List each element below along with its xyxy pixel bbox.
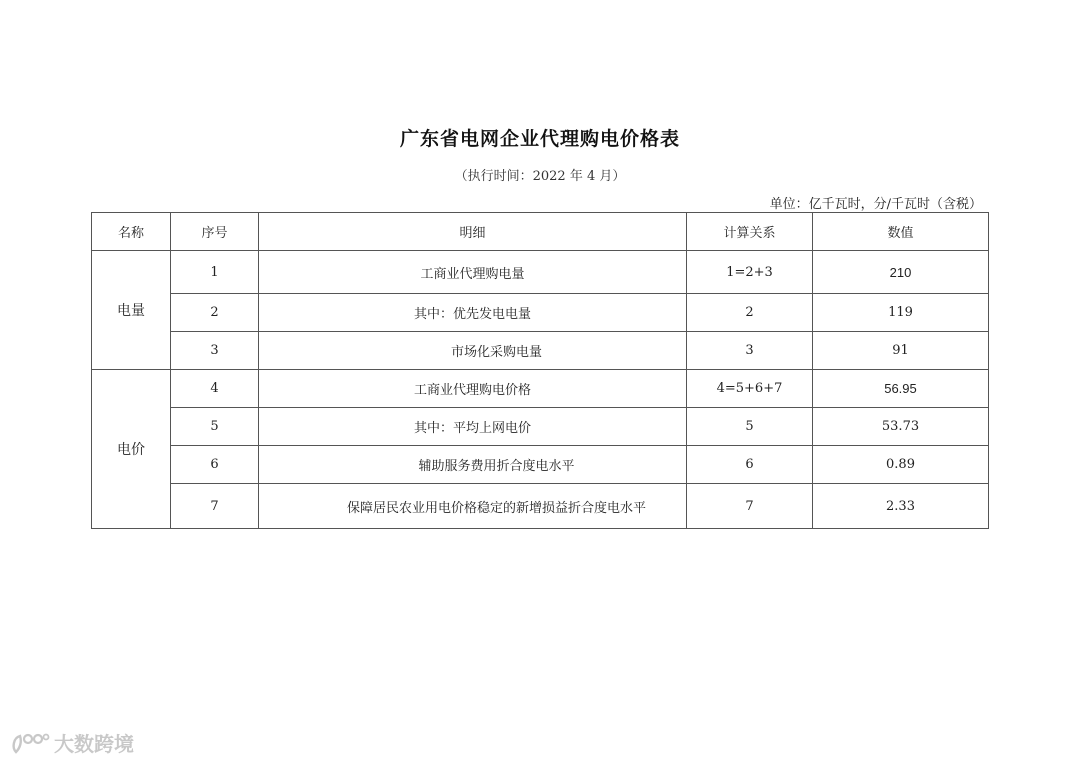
table-row	[92, 408, 989, 446]
execution-date: （执行时间：2022 年 4 月）	[454, 169, 626, 184]
unit-note: 单位：亿千瓦时，分/千瓦时（含税）	[769, 197, 982, 212]
group-electricity-volume: 电量	[92, 251, 171, 370]
row-formula: 2	[687, 294, 813, 332]
row-no: 1	[171, 251, 259, 294]
row-value: 2.33	[813, 484, 989, 529]
row-formula: 6	[687, 446, 813, 484]
row-detail: 工商业代理购电量	[259, 251, 687, 294]
row-formula: 1=2+3	[687, 251, 813, 294]
row-formula: 7	[687, 484, 813, 529]
table-row	[92, 484, 989, 529]
row-value: 56.95	[813, 370, 989, 408]
watermark	[10, 728, 134, 757]
row-value: 119	[813, 294, 989, 332]
row-no: 4	[171, 370, 259, 408]
row-value: 91	[813, 332, 989, 370]
row-detail: 工商业代理购电价格	[259, 370, 687, 408]
header-no: 序号	[171, 213, 259, 251]
row-formula: 4=5+6+7	[687, 370, 813, 408]
weibo-like-logo-icon	[10, 730, 50, 756]
table-row	[92, 370, 989, 408]
document-title: 广东省电网企业代理购电价格表	[399, 128, 680, 150]
table-row	[92, 446, 989, 484]
row-detail: 其中：平均上网电价	[259, 408, 687, 446]
row-no: 7	[171, 484, 259, 529]
row-no: 3	[171, 332, 259, 370]
header-value: 数值	[813, 213, 989, 251]
table-row	[92, 294, 989, 332]
row-no: 5	[171, 408, 259, 446]
header-formula: 计算关系	[687, 213, 813, 251]
row-formula: 3	[687, 332, 813, 370]
row-no: 6	[171, 446, 259, 484]
row-detail: 其中：优先发电电量	[259, 294, 687, 332]
row-detail: 保障居民农业用电价格稳定的新增损益折合度电水平	[259, 484, 687, 529]
group-electricity-price: 电价	[92, 370, 171, 529]
row-formula: 5	[687, 408, 813, 446]
row-detail: 辅助服务费用折合度电水平	[259, 446, 687, 484]
row-detail: 市场化采购电量	[259, 332, 687, 370]
price-table	[91, 212, 989, 529]
table-row	[92, 251, 989, 294]
watermark-text: 大数跨境	[54, 732, 134, 756]
row-value: 53.73	[813, 408, 989, 446]
table-header-row	[92, 213, 989, 251]
header-name: 名称	[92, 213, 171, 251]
row-value: 0.89	[813, 446, 989, 484]
header-detail: 明细	[259, 213, 687, 251]
table-row	[92, 332, 989, 370]
row-value: 210	[813, 251, 989, 294]
row-no: 2	[171, 294, 259, 332]
